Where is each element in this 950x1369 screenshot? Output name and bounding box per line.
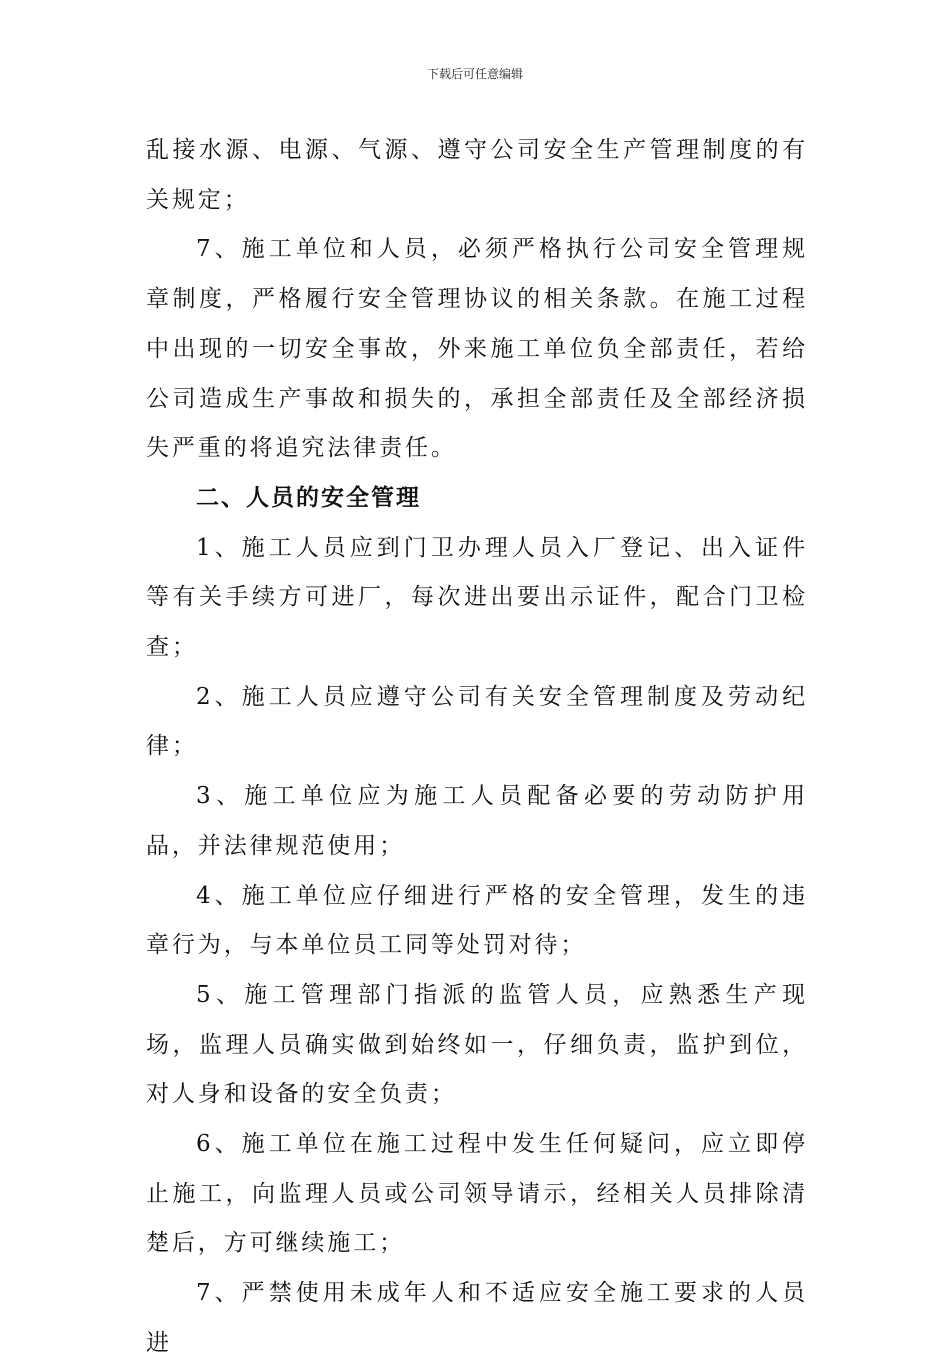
page-header-note: 下载后可任意编辑 <box>426 67 523 81</box>
document-body <box>146 126 808 1369</box>
paragraph-item-4: 4、施工单位应仔细进行严格的安全管理，发生的违章行为，与本单位员工同等处罚对待； <box>146 882 808 959</box>
section-title-personnel-safety: 二、人员的安全管理 <box>196 484 421 511</box>
paragraph-item-1: 1、施工人员应到门卫办理人员入厂登记、出入证件等有关手续方可进厂，每次进出要出示证件，配合门卫检查； <box>146 534 808 661</box>
paragraph-item-5: 5、施工管理部门指派的监管人员，应熟悉生产现场，监理人员确实做到始终如一，仔细负责，监护到位，对人身和设备的安全负责； <box>146 981 808 1108</box>
paragraph-item-2: 2、施工人员应遵守公司有关安全管理制度及劳动纪律； <box>146 683 808 760</box>
paragraph-item-6: 6、施工单位在施工过程中发生任何疑问，应立即停止施工，向监理人员或公司领导请示，经相关人员排除清楚后，方可继续施工； <box>146 1131 808 1257</box>
paragraph-item-3: 3、施工单位应为施工人员配备必要的劳动防护用品，并法律规范使用； <box>146 783 808 859</box>
paragraph-item-7: 7、严禁使用未成年人和不适应安全施工要求的人员进 <box>146 1280 808 1356</box>
paragraph-continued: 乱接水源、电源、气源、遵守公司安全生产管理制度的有关规定； <box>146 137 808 213</box>
paragraph-item-7-construction-units: 7、施工单位和人员，必须严格执行公司安全管理规章制度，严格履行安全管理协议的相关条款。在施工过程中出现的一切安全事故，外来施工单位负全部责任，若给公司造成生产事故和损失的，承担全部责任及全部经济损失严重的将追究法律责任。 <box>146 236 808 462</box>
